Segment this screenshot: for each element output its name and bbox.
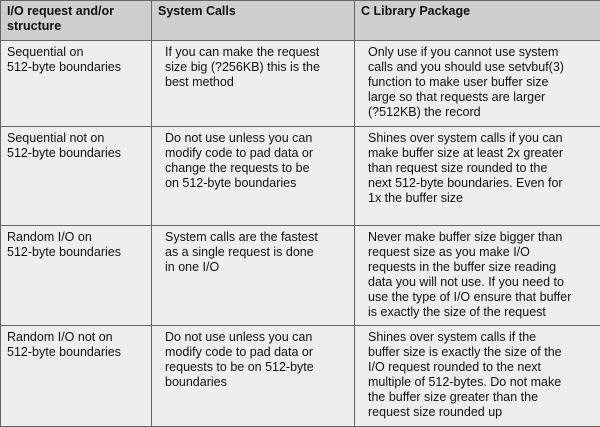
row-system-calls: Do not use unless you can modify code to pad data or change the requests to be on 512-byte boundaries: [152, 127, 355, 226]
row-system-calls: If you can make the request size big (?256KB) this is the best method: [152, 41, 355, 127]
table-row: [1, 226, 600, 326]
table-row: [1, 41, 600, 127]
row-c-library: Only use if you cannot use system calls and you should use setvbuf(3) function to make user buffer size large so that requests are larger (?512KB) the record: [355, 41, 600, 127]
table-body: [1, 41, 600, 427]
header-system-calls: System Calls: [152, 1, 355, 41]
header-io-request: I/O request and/or structure: [1, 1, 152, 41]
row-io-type: Sequential on 512-byte boundaries: [1, 41, 152, 127]
row-io-type: Random I/O not on 512-byte boundaries: [1, 326, 152, 427]
row-io-type: Random I/O on 512-byte boundaries: [1, 226, 152, 326]
row-system-calls: System calls are the fastest as a single request is done in one I/O: [152, 226, 355, 326]
row-c-library: Shines over system calls if you can make buffer size at least 2x greater than request size rounded to the next 512-byte boundaries. Even for 1x the buffer size: [355, 127, 600, 226]
row-c-library: Never make buffer size bigger than request size as you make I/O requests in the buffer size reading data you will not use. If you need to use the type of I/O ensure that buffer is exactly the size of the request: [355, 226, 600, 326]
table-row: [1, 127, 600, 226]
row-system-calls: Do not use unless you can modify code to pad data or requests to be on 512-byte boundaries: [152, 326, 355, 427]
table-row: [1, 326, 600, 427]
header-c-library: C Library Package: [355, 1, 600, 41]
row-io-type: Sequential not on 512-byte boundaries: [1, 127, 152, 226]
table-header: [1, 1, 600, 41]
row-c-library: Shines over system calls if the buffer size is exactly the size of the I/O request rounded to the next multiple of 512-bytes. Do not make the buffer size greater than the request size rounded up: [355, 326, 600, 427]
header-row: [1, 1, 600, 41]
